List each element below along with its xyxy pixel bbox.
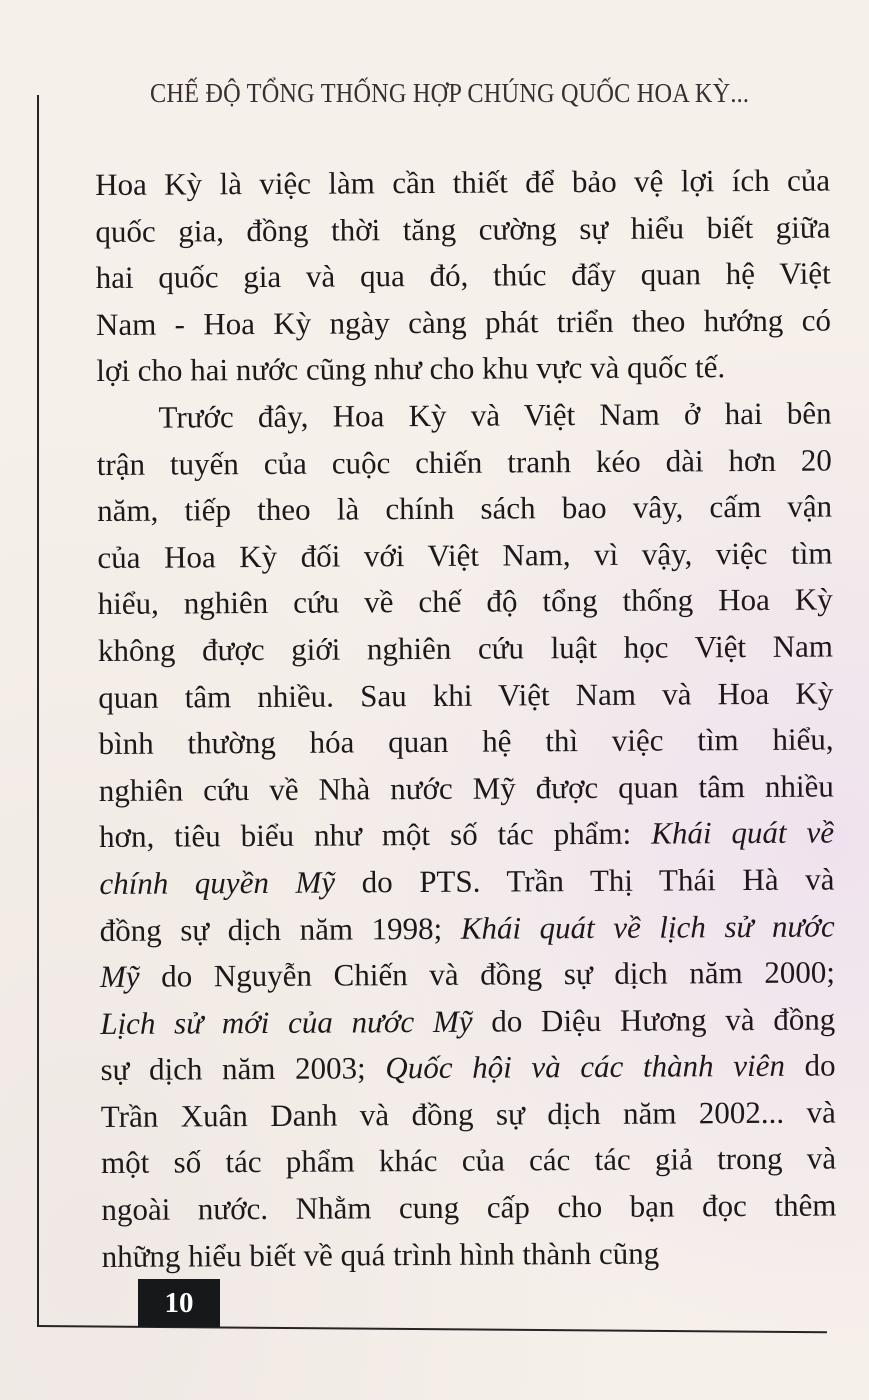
- text-line: [97, 484, 832, 535]
- text-segment: hơn, tiêu biểu như một số tác phẩm:: [99, 815, 652, 855]
- body-text: [95, 158, 837, 1281]
- italic-title: chính quyền Mỹ: [99, 864, 336, 901]
- text-segment: ngoài nước. Nhằm cung cấp cho bạn đọc thêm: [101, 1187, 837, 1228]
- text-line: [99, 763, 834, 814]
- text-segment: Trước đây, Hoa Kỳ và Việt Nam ở hai bên: [158, 395, 832, 435]
- italic-title: Quốc hội và các thành viên: [385, 1048, 785, 1086]
- text-line: [101, 1089, 836, 1140]
- running-header: CHẾ ĐỘ TỔNG THỐNG HỢP CHÚNG QUỐC HOA KỲ...: [150, 78, 750, 108]
- text-line: [99, 810, 834, 861]
- text-segment: năm, tiếp theo là chính sách bao vây, cấm vận: [97, 488, 833, 529]
- text-line: [100, 950, 835, 1001]
- text-line: [98, 717, 833, 768]
- italic-title: Lịch sử mới của nước Mỹ: [100, 1003, 473, 1041]
- text-segment: của Hoa Kỳ đối với Việt Nam, vì vậy, việc tìm: [97, 535, 833, 575]
- text-line: [100, 1043, 835, 1094]
- text-segment: quốc gia, đồng thời tăng cường sự hiểu biết giữa: [95, 209, 831, 249]
- text-segment: hiểu, nghiên cứu về chế độ tổng thống Hoa Kỳ: [97, 581, 833, 622]
- text-segment: do PTS. Trần Thị Thái Hà và: [334, 861, 835, 900]
- text-line: [95, 204, 830, 255]
- text-line: [101, 1136, 836, 1187]
- text-segment: đồng sự dịch năm 1998;: [99, 910, 461, 948]
- text-line: [102, 1229, 837, 1280]
- text-line: [96, 251, 831, 302]
- text-segment: trận tuyến của cuộc chiến tranh kéo dài hơn 20: [96, 442, 832, 482]
- text-segment: do: [784, 1047, 836, 1084]
- text-line: [96, 297, 831, 348]
- text-segment: quan tâm nhiều. Sau khi Việt Nam và Hoa Kỳ: [98, 675, 834, 715]
- text-line: [100, 903, 835, 954]
- left-border-rule: [37, 95, 39, 1327]
- text-line: [98, 623, 833, 674]
- text-line: [98, 577, 833, 628]
- text-segment: bình thường hóa quan hệ thì việc tìm hiểu,: [98, 721, 834, 762]
- italic-title: Mỹ: [99, 958, 140, 995]
- text-segment: Nam - Hoa Kỳ ngày càng phát triển theo hướng có: [95, 302, 832, 342]
- italic-title: Khái quát về: [651, 814, 835, 851]
- text-line: [98, 670, 833, 721]
- text-segment: lợi cho hai nước cũng như cho khu vực và quốc tế.: [96, 349, 726, 389]
- page-number: 10: [138, 1279, 220, 1327]
- text-segment: nghiên cứu về Nhà nước Mỹ được quan tâm nhiều: [98, 768, 834, 808]
- text-segment: một số tác phẩm khác của các tác giả trong và: [101, 1140, 837, 1181]
- text-line: [101, 1183, 836, 1234]
- text-line: [96, 344, 831, 395]
- text-segment: Trần Xuân Danh và đồng sự dịch năm 2002... và: [100, 1094, 836, 1134]
- text-segment: Hoa Kỳ là việc làm cần thiết để bảo vệ lợi ích của: [95, 162, 831, 202]
- text-line: [97, 530, 832, 581]
- text-segment: do Diệu Hương và đồng: [472, 1001, 836, 1039]
- text-line: [97, 437, 832, 488]
- text-line: [99, 856, 834, 907]
- text-line: [100, 996, 835, 1047]
- italic-title: Khái quát về lịch sử nước: [460, 907, 835, 946]
- text-segment: không được giới nghiên cứu luật học Việt Nam: [97, 628, 834, 668]
- text-segment: sự dịch năm 2003;: [100, 1050, 386, 1088]
- text-segment: hai quốc gia và qua đó, thúc đẩy quan hệ Việt: [95, 255, 831, 296]
- text-segment: do Nguyễn Chiến và đồng sự dịch năm 2000;: [139, 954, 836, 994]
- text-line: [96, 390, 831, 441]
- text-segment: những hiểu biết về quá trình hình thành cũng: [101, 1235, 660, 1274]
- text-line: [95, 158, 830, 209]
